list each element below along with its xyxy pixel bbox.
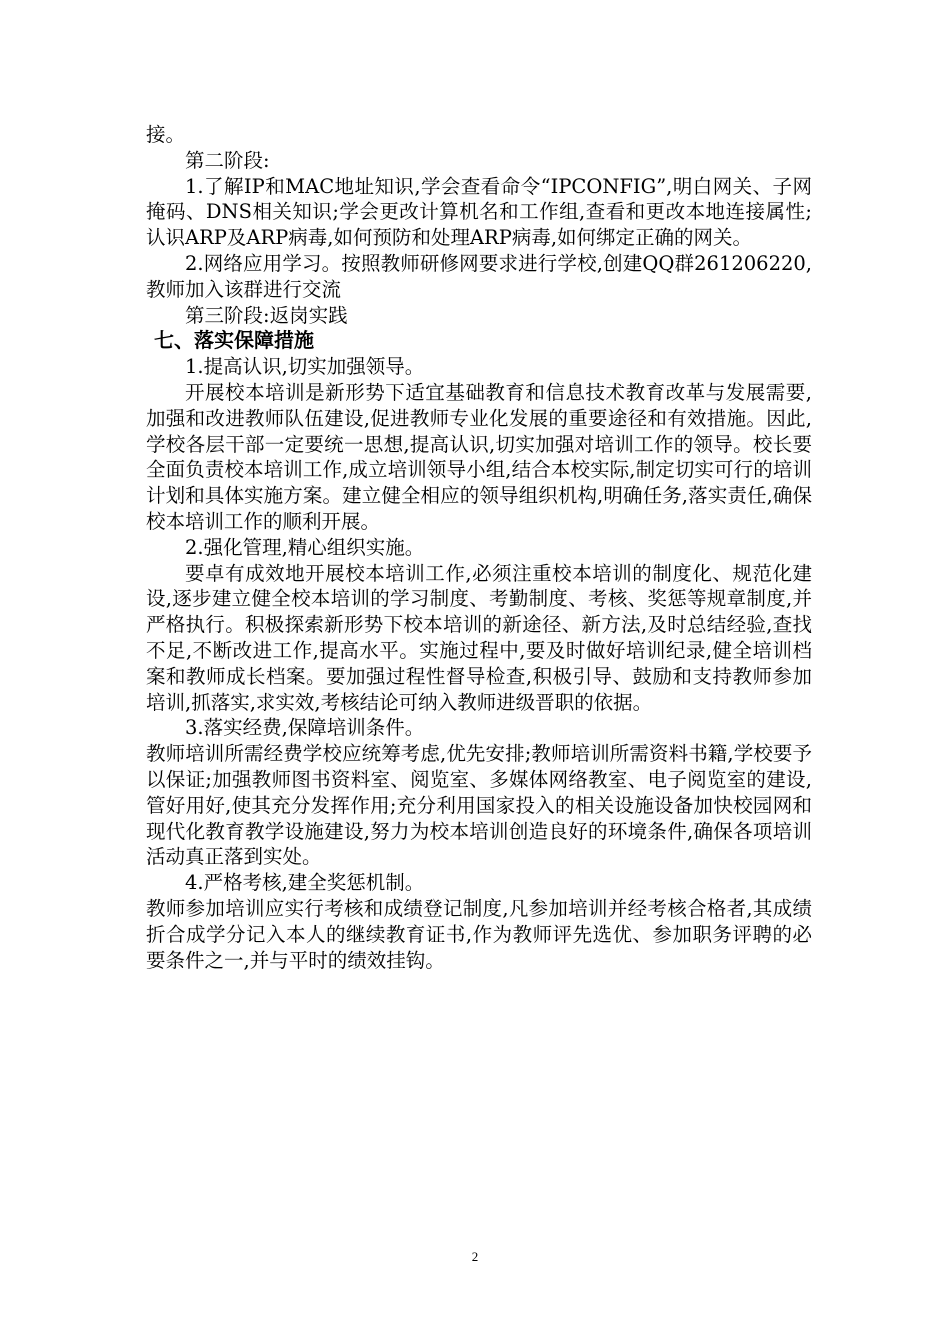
- measure-1-body: 开展校本培训是新形势下适宜基础教育和信息技术教育改革与发展需要,加强和改进教师队伍建设,促进教师专业化发展的重要途径和有效措施。因此,学校各层干部一定要统一思想,提高认识,切实加强对培训工作的领导。校长要全面负责校本培训工作,成立培训领导小组,结合本校实际,制定切实可行的培训计划和具体实施方案。建立健全相应的领导组织机构,明确任务,落实责任,确保校本培训工作的顺利开展。: [146, 380, 812, 533]
- paragraph-continuation: 接。: [146, 123, 186, 146]
- stage-three-label: 第三阶段:返岗实践: [185, 303, 348, 327]
- document-body: [146, 122, 812, 973]
- section-heading-guarantee: 七、落实保障措施: [154, 328, 314, 353]
- measure-2-title: 2.强化管理,精心组织实施。: [185, 535, 425, 559]
- measure-1-title: 1.提高认识,切实加强领导。: [185, 355, 425, 379]
- measure-4-title: 4.严格考核,建全奖惩机制。: [185, 871, 425, 895]
- paragraph-network-learning: 2.网络应用学习。按照教师研修网要求进行学校,创建QQ群261206220,教师加入该群进行交流: [146, 251, 812, 301]
- stage-two-label: 第二阶段:: [185, 148, 270, 172]
- measure-3-body: 教师培训所需经费学校应统筹考虑,优先安排;教师培训所需资料书籍,学校要予以保证;加强教师图书资料室、阅览室、多媒体网络教室、电子阅览室的建设,管好用好,使其充分发挥作用;充分利用国家投入的相关设施设备加快校园网和现代化教育教学设施建设,努力为校本培训创造良好的环境条件,确保各项培训活动真正落到实处。: [146, 742, 812, 869]
- measure-4-body: 教师参加培训应实行考核和成绩登记制度,凡参加培训并经考核合格者,其成绩折合成学分记入本人的继续教育证书,作为教师评先选优、参加职务评聘的必要条件之一,并与平时的绩效挂钩。: [146, 896, 812, 972]
- measure-2-body: 要卓有成效地开展校本培训工作,必须注重校本培训的制度化、规范化建设,逐步建立健全校本培训的学习制度、考勤制度、考核、奖惩等规章制度,并严格执行。积极探索新形势下校本培训的新途径、新方法,及时总结经验,查找不足,不断改进工作,提高水平。实施过程中,要及时做好培训纪录,健全培训档案和教师成长档案。要加强过程性督导检查,积极引导、鼓励和支持教师参加培训,抓落实,求实效,考核结论可纳入教师进级晋职的依据。: [146, 561, 812, 714]
- measure-3-title: 3.落实经费,保障培训条件。: [185, 716, 425, 740]
- page-number: 2: [471, 1249, 479, 1264]
- paragraph-ip-mac: 1.了解IP和MAC地址知识,学会查看命令“IPCONFIG”,明白网关、子网掩码、DNS相关知识;学会更改计算机名和工作组,查看和更改本地连接属性;认识ARP及ARP病毒,如何预防和处理ARP病毒,如何绑定正确的网关。: [146, 174, 812, 250]
